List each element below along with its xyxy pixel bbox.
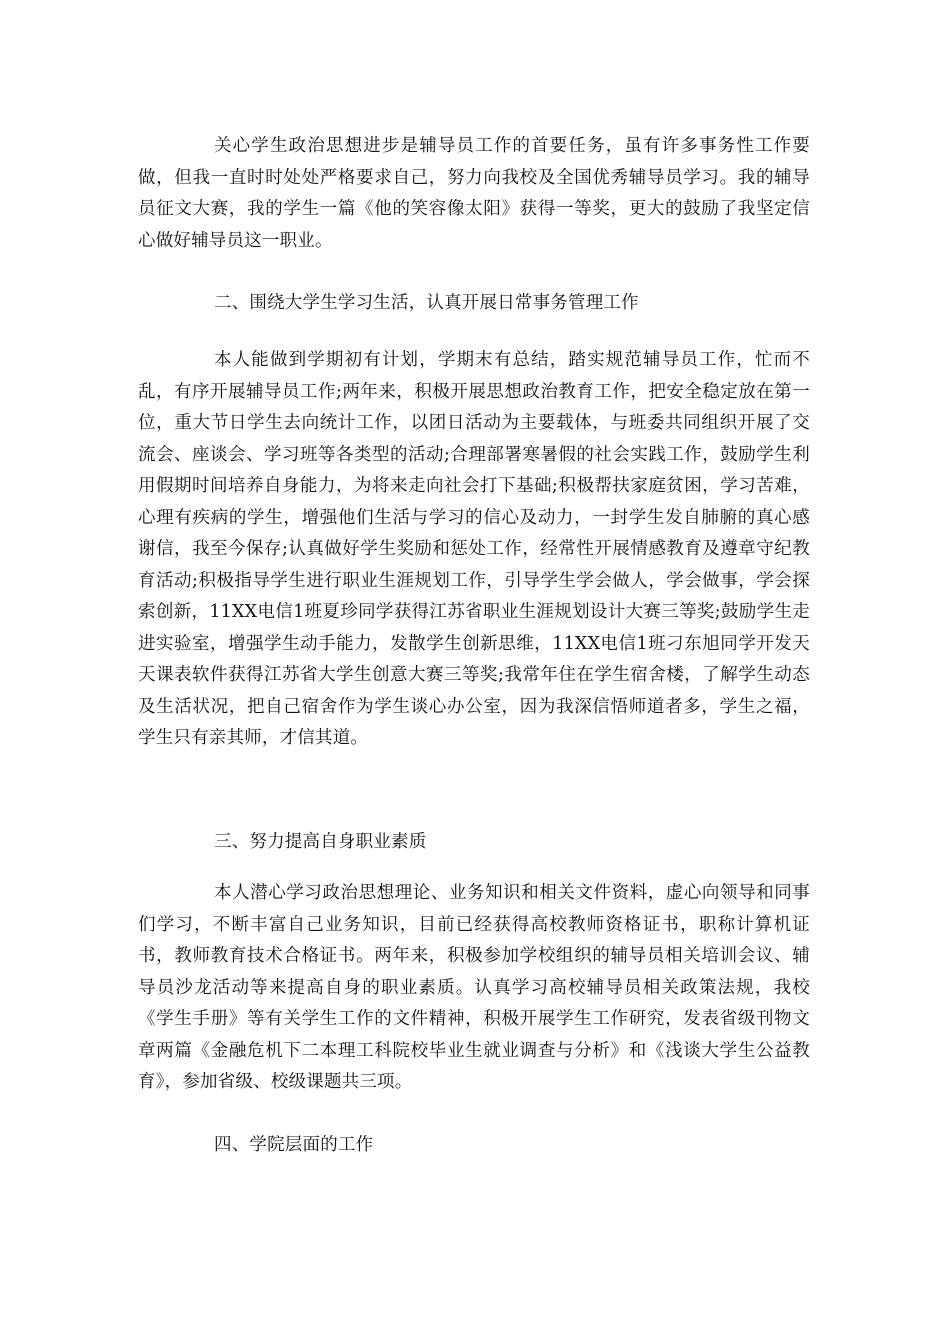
- paragraph-daily-affairs: 本人能做到学期初有计划，学期末有总结，踏实规范辅导员工作，忙而不乱，有序开展辅导员工作;两年来，积极开展思想政治教育工作，把安全稳定放在第一位，重大节日学生去向统计工作，以团日活动为主要载体，与班委共同组织开展了交流会、座谈会、学习班等各类型的活动;合理部署寒暑假的社会实践工作，鼓励学生利用假期时间培养自身能力，为将来走向社会打下基础;积极帮扶家庭贫困，学习苦难，心理有疾病的学生，增强他们生活与学习的信心及动力，一封学生发自肺腑的真心感谢信，我至今保存;认真做好学生奖励和惩处工作，经常性开展情感教育及遵章守纪教育活动;积极指导学生进行职业生涯规划工作，引导学生学会做人，学会做事，学会探索创新，11XX电信1班夏珍同学获得江苏省职业生涯规划设计大赛三等奖;鼓励学生走进实验室，增强学生动手能力，发散学生创新思维，11XX电信1班刁东旭同学开发天天课表软件获得江苏省大学生创意大赛三等奖;我常年住在学生宿舍楼，了解学生动态及生活状况，把自己宿舍作为学生谈心办公室，因为我深信悟师道者多，学生之福，学生只有亲其师，才信其道。: [138, 350, 810, 748]
- paragraph-professional-quality: 本人潜心学习政治思想理论、业务知识和相关文件资料，虚心向领导和同事们学习，不断丰富自己业务知识，目前已经获得高校教师资格证书，职称计算机证书，教师教育技术合格证书。两年来，积极参加学校组织的辅导员相关培训会议、辅导员沙龙活动等来提高自身的职业素质。认真学习高校辅导员相关政策法规，我校《学生手册》等有关学生工作的文件精神，积极开展学生工作研究，发表省级刊物文章两篇《金融危机下二本理工科院校毕业生就业调查与分析》和《浅谈大学生公益教育》，参加省级、校级课题共三项。: [138, 883, 810, 1092]
- section-heading-3: 三、努力提高自身职业素质: [214, 832, 427, 852]
- section-heading-4: 四、学院层面的工作: [214, 1135, 374, 1155]
- paragraph-political-guidance: 关心学生政治思想进步是辅导员工作的首要任务，虽有许多事务性工作要做，但我一直时时处处严格要求自己，努力向我校及全国优秀辅导员学习。我的辅导员征文大赛，我的学生一篇《他的笑容像太阳》获得一等奖，更大的鼓励了我坚定信心做好辅导员这一职业。: [138, 136, 810, 251]
- section-heading-2: 二、围绕大学生学习生活，认真开展日常事务管理工作: [214, 293, 639, 313]
